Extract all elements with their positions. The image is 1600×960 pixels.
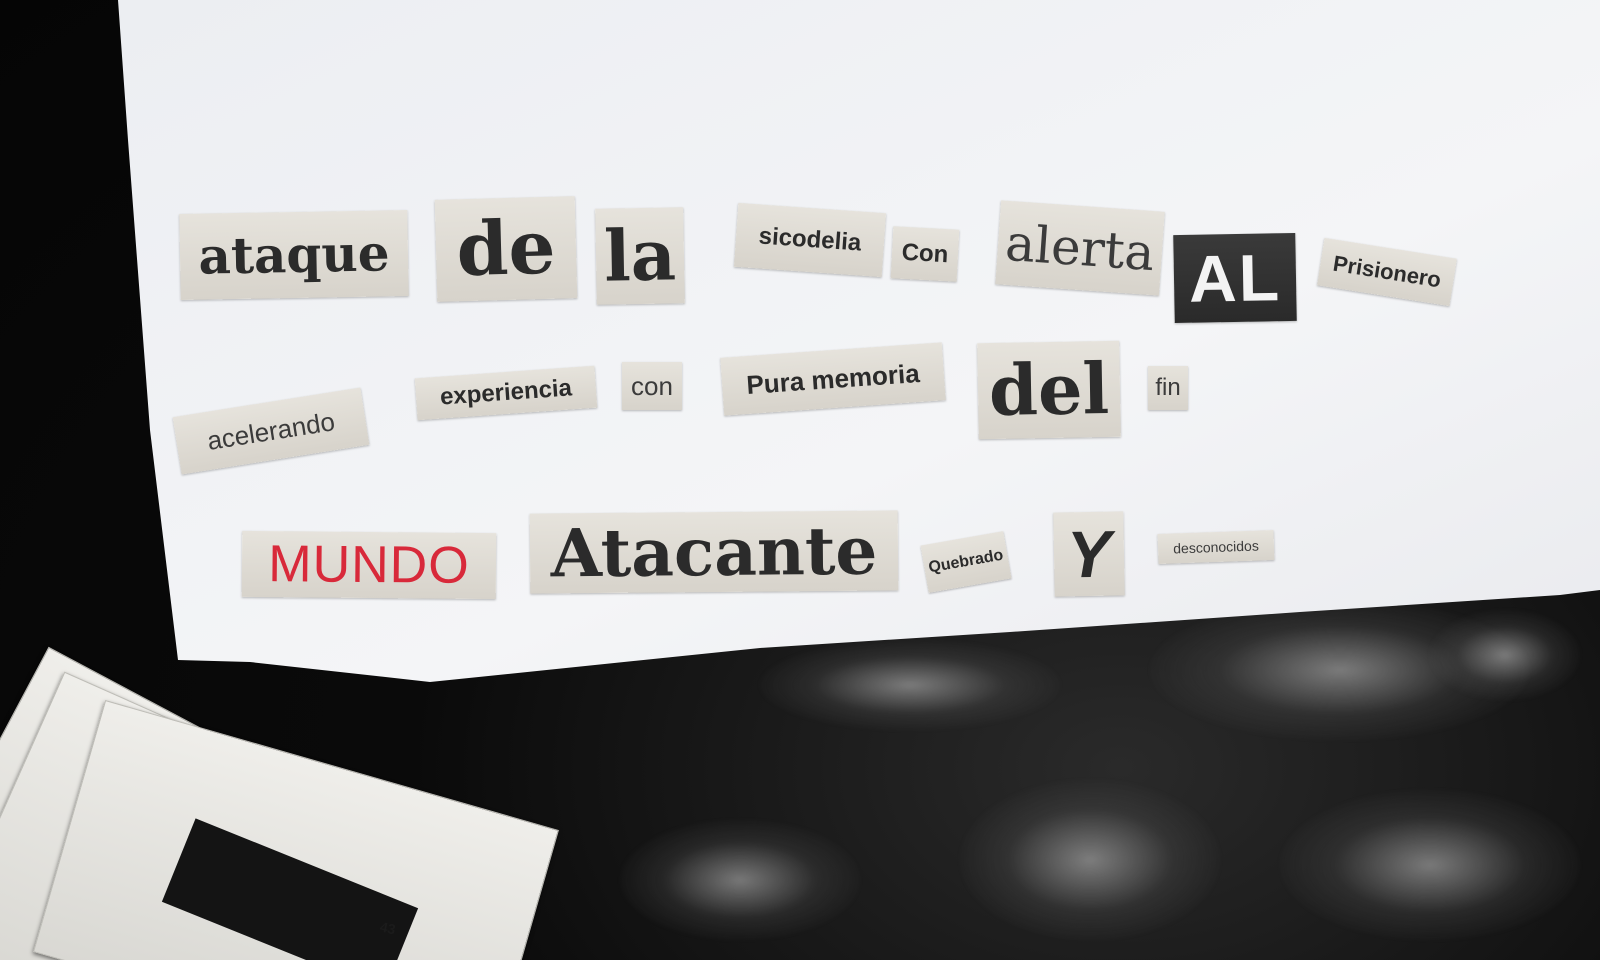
clipping-desconocidos: desconocidos — [1158, 530, 1275, 564]
clipping-fin: fin — [1148, 366, 1188, 410]
clipping-y: Y — [1053, 511, 1124, 596]
clipping-del: del — [977, 341, 1121, 439]
clipping-experiencia: experiencia — [415, 366, 597, 420]
clipping-de: de — [435, 196, 578, 302]
clipping-acelerando: acelerando — [173, 387, 370, 474]
clipping-ataque: ataque — [179, 210, 408, 300]
clipping-al: AL — [1173, 233, 1297, 323]
clipping-con: Con — [891, 226, 960, 281]
clipping-atacante: Atacante — [530, 510, 899, 593]
clipping-sicodelia: sicodelia — [734, 203, 886, 277]
clipping-quebrado: Quebrado — [920, 531, 1011, 593]
clipping-con-lower: con — [622, 362, 682, 410]
card-page-number: 43 — [378, 918, 398, 938]
clipping-alerta: alerta — [995, 200, 1164, 295]
clipping-la: la — [595, 207, 685, 305]
clipping-mundo: MUNDO — [242, 531, 497, 599]
clipping-prisionero: Prisionero — [1317, 238, 1457, 306]
clipping-pura-memoria: Pura memoria — [720, 342, 946, 415]
